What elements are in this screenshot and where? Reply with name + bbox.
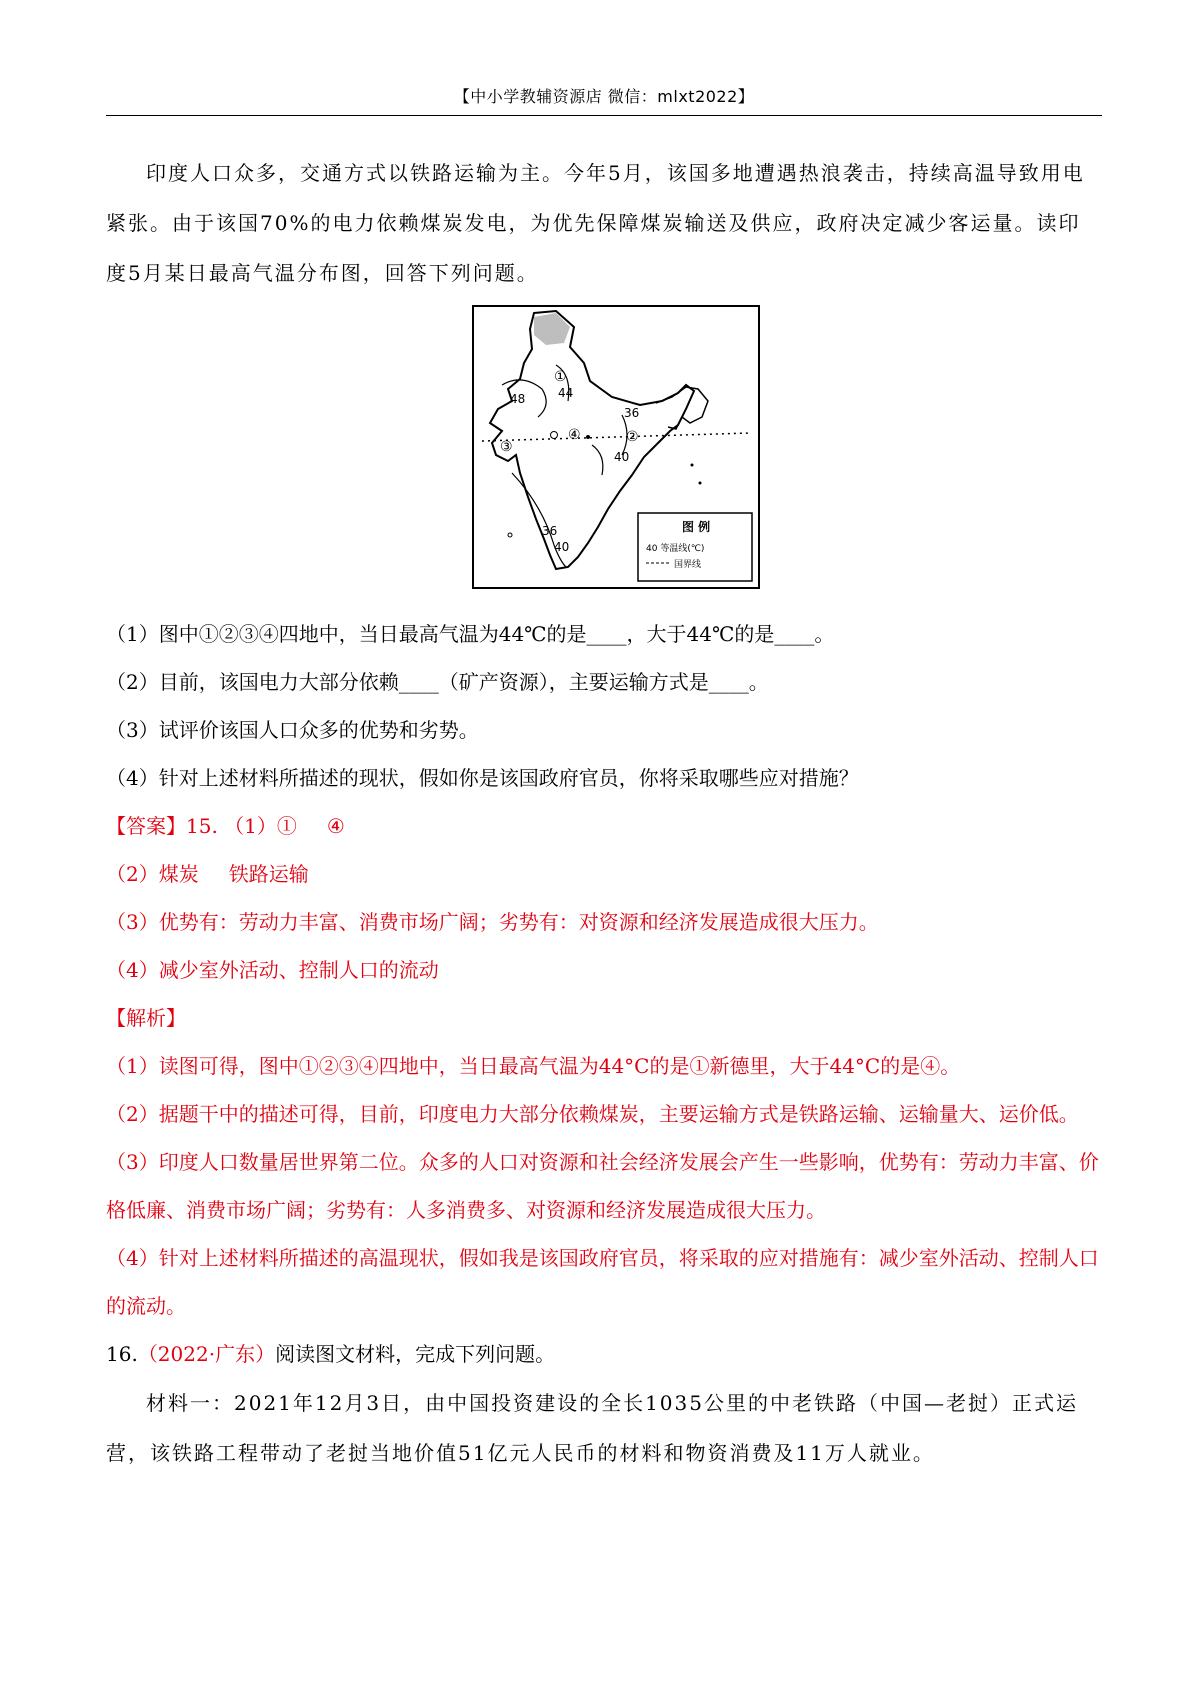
- answer-tag: 【答案】: [106, 814, 186, 838]
- question-1: （1）图中①②③④四地中，当日最高气温为44℃的是____，大于44℃的是____。: [106, 622, 835, 646]
- q16-number: 16.: [106, 1342, 138, 1366]
- location-2: ②: [626, 429, 639, 445]
- q16-text: 阅读图文材料，完成下列问题。: [275, 1342, 556, 1366]
- answer-2-b: 铁路运输: [228, 862, 309, 886]
- isotherm-label-48: 48: [510, 392, 526, 406]
- q16-source: （2022·广东）: [137, 1342, 276, 1366]
- analysis-3: （3）印度人口数量居世界第二位。众多的人口对资源和社会经济发展会产生一些影响，优势有：劳动力丰富、价格低廉、消费市场广阔；劣势有：人多消费多、对资源和经济发展造成很大压力。: [106, 1150, 1099, 1222]
- legend-border: 国界线: [674, 560, 702, 570]
- answer-1-b: ④: [326, 814, 345, 838]
- answer-2-a: （2）煤炭: [106, 862, 199, 886]
- question-3: （3）试评价该国人口众多的优势和劣势。: [106, 718, 479, 742]
- location-4-dot: [586, 435, 590, 439]
- answer-line-4: （4）减少室外活动、控制人口的流动: [106, 958, 439, 982]
- answer-line-1: [106, 802, 1102, 850]
- answer-line-3: （3）优势有：劳动力丰富、消费市场广阔；劣势有：对资源和经济发展造成很大压力。: [106, 910, 879, 934]
- analysis-2: （2）据题干中的描述可得，目前，印度电力大部分依赖煤炭，主要运输方式是铁路运输、运输量大、运价低。: [106, 1102, 1079, 1126]
- isotherm-label-40b: 40: [554, 540, 570, 554]
- isotherm-label-44: 44: [558, 386, 574, 400]
- document-body: [106, 148, 1102, 298]
- header-rule: [106, 115, 1102, 116]
- question-16-heading: [106, 1330, 1102, 1378]
- q16-material-1: 材料一：2021年12月3日，由中国投资建设的全长1035公里的中老铁路（中国—老挝）正式运营，该铁路工程带动了老挝当地价值51亿元人民币的材料和物资消费及11万人就业。: [106, 1391, 1078, 1465]
- location-3: ③: [500, 439, 513, 455]
- location-1: ①: [554, 369, 567, 385]
- isotherm-label-36a: 36: [624, 406, 640, 420]
- page-header: 【中小学教辅资源店 微信：mlxt2022】: [453, 87, 755, 106]
- question-2: （2）目前，该国电力大部分依赖____（矿产资源），主要运输方式是____。: [106, 670, 769, 694]
- india-temperature-map: [472, 305, 760, 589]
- legend-title: 图 例: [682, 520, 711, 534]
- map-legend: [638, 513, 752, 581]
- questions-block: [106, 610, 1102, 1478]
- analysis-tag: 【解析】: [106, 1006, 186, 1030]
- answer-1-prefix: 15. （1）①: [186, 814, 297, 838]
- location-4: ④: [568, 427, 581, 443]
- answer-line-2: [106, 850, 1102, 898]
- intro-paragraph: 印度人口众多，交通方式以铁路运输为主。今年5月，该国多地遭遇热浪袭击，持续高温导致用电紧张。由于该国70%的电力依赖煤炭发电，为优先保障煤炭输送及供应，政府决定减少客运量。读印度5月某日最高气温分布图，回答下列问题。: [106, 161, 1085, 285]
- isotherm-label-36b: 36: [542, 524, 558, 538]
- isotherm-label-40a: 40: [614, 450, 630, 464]
- analysis-4: （4）针对上述材料所描述的高温现状，假如我是该国政府官员，将采取的应对措施有：减少室外活动、控制人口的流动。: [106, 1246, 1099, 1318]
- analysis-1: （1）读图可得，图中①②③④四地中，当日最高气温为44°C的是①新德里，大于44°C的是④。: [106, 1054, 961, 1078]
- legend-isotherm: 40 等温线(℃): [646, 544, 705, 554]
- question-4: （4）针对上述材料所描述的现状，假如你是该国政府官员，你将采取哪些应对措施？: [106, 766, 859, 790]
